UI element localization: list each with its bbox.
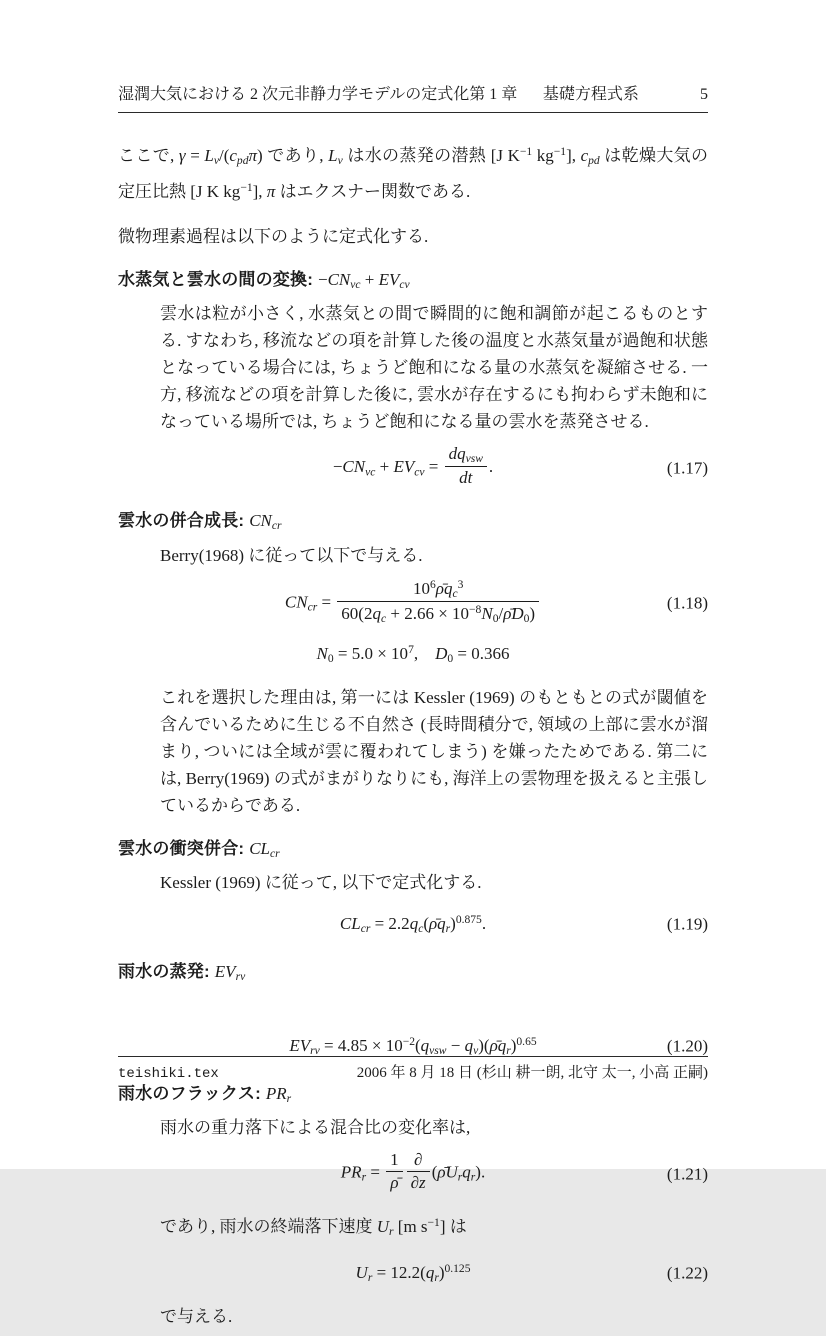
paragraph-microphysics-intro: 微物理素過程は以下のように定式化する. [118,226,429,246]
equation-1-18-constants [118,636,708,672]
equation-number: (1.18) [666,593,708,613]
equation-math: PRr = $\frac{1}{\rhō}$ $\frac{\partial}{\partial z}$ (ρ̄Urqr). [341,1151,485,1196]
fraction: $\frac{\text{dqvsw}}{dt}$ [445,443,487,489]
paragraph-berry-reasoning: これを選択した理由は, 第一には Kessler (1969) のもともとの式が閾値を含んでいるために生じる不自然さ (長時間積分で, 領域の上部に雲水が溜まり, ついには全域が雲に覆われてしまう) を嫌ったためである. 第二には, Berry(1969) の式がまがりなりにも, 海洋上の雲物理を扱えると主張しているからである. [160,687,709,815]
equation-math: CLcr = 2.2qc(ρ̄qr)$^{0.875}$. [339,912,487,935]
section-label: 基礎方程式系 [542,86,639,103]
equation-math: $N0 = 5.0 \times 10^7$, D0 = 0.366 [316,642,510,665]
equation-number: (1.17) [666,458,708,478]
running-title: 湿潤大気における 2 次元非静力学モデルの定式化 [118,86,470,103]
equation-1-21 [118,1151,708,1196]
heading-rainwater-evaporation: 雨水の蒸発: EVrv [118,961,246,984]
running-header [118,84,708,113]
heading-vapor-cloudwater-conversion: 水蒸気と雲水の間の変換: −CNvc + EVcv [118,269,410,291]
heading-cloudwater-accretion-growth: 雲水の併合成長: CNcr [118,511,282,533]
fraction: $\frac{1}{\rhō}$ [386,1149,403,1194]
blank-line [118,992,708,1018]
paragraph-saturation-adjustment: 雲水は粒が小さく, 水蒸気との間で瞬間的に飽和調節が起こるものとする. すなわち, 移流などの項を計算した後の温度と水蒸気量が過飽和状態となっている場合には, ちょうど飽和になる量の水蒸気を凝縮させる. 一方, 移流などの項を計算した後に, 雲水が存在するにも拘わらず未飽和になっている場所では, ちょうど飽和になる量の雲水を蒸発させる. [160,304,708,431]
document-body [118,138,708,1336]
chapter-label: 第 1 章 [469,86,518,103]
equation-1-19 [118,906,708,942]
fraction: $\frac{10^6\rhōqc^3}{60(2qc + 2.66 \times 10^{-8}N0/\rhōD0)}$ [337,577,539,626]
page-number: 5 [700,86,708,103]
equation-math: CNcr = $\frac{10^6\rhōqc^3}{60(2qc + 2.66 \times 10^{-8}N0/\rhōD0)}$ [285,579,541,628]
equation-1-22 [118,1255,708,1291]
equation-number: (1.20) [666,1036,708,1056]
paragraph-gamma-definition: ここで, γ = Lv/(cpdπ) であり, Lv は水の蒸発の潜熱 [J $K^{-1}$ $kg^{-1}$], cpd は乾燥大気の定圧比熱 [J K $kg^{-1}$], π はエクスナー関数である. [118,145,709,201]
equation-math: EVrv = $4.85 \times 10^{-2}(qvsw$ − qv)(ρ̄qr)$^{0.65}$ [289,1035,537,1058]
footer-date-authors: 2006 年 8 月 18 日 (杉山 耕一朗, 北守 太一, 小高 正嗣) [356,1065,708,1081]
equation-number: (1.21) [666,1164,708,1184]
equation-number: (1.19) [666,914,708,934]
paragraph-terminal-velocity: であり, 雨水の終端落下速度 Ur [m $s^{-1}$] は [160,1215,467,1238]
footer-filename: teishiki.tex [118,1066,219,1082]
equation-1-17 [118,445,708,491]
paragraph-kessler-1969: Kessler (1969) に従って, 以下で定式化する. [160,872,482,892]
paragraph-closing: で与える. [160,1306,233,1326]
equation-number: (1.22) [666,1263,708,1283]
heading-rainwater-flux: 雨水のフラックス: PRr [118,1084,292,1106]
fraction: $\frac{\partial}{\partial z}$ [407,1149,430,1194]
paragraph-berry-1968: Berry(1968) に従って以下で与える. [160,545,423,565]
blank-line [118,211,708,223]
heading-cloudwater-collision-coalescence: 雲水の衝突併合: CLcr [118,838,280,860]
page-footer [118,1056,708,1084]
paragraph-rainwater-fall: 雨水の重力落下による混合比の変化率は, [160,1118,471,1138]
equation-math: Ur = 12.2(qr)$^{0.125}$ [355,1261,471,1284]
equation-math: −CNvc + EVcv = $\frac{\text{dqvsw}}{dt}$ . [333,445,493,491]
equation-1-18 [118,579,708,628]
